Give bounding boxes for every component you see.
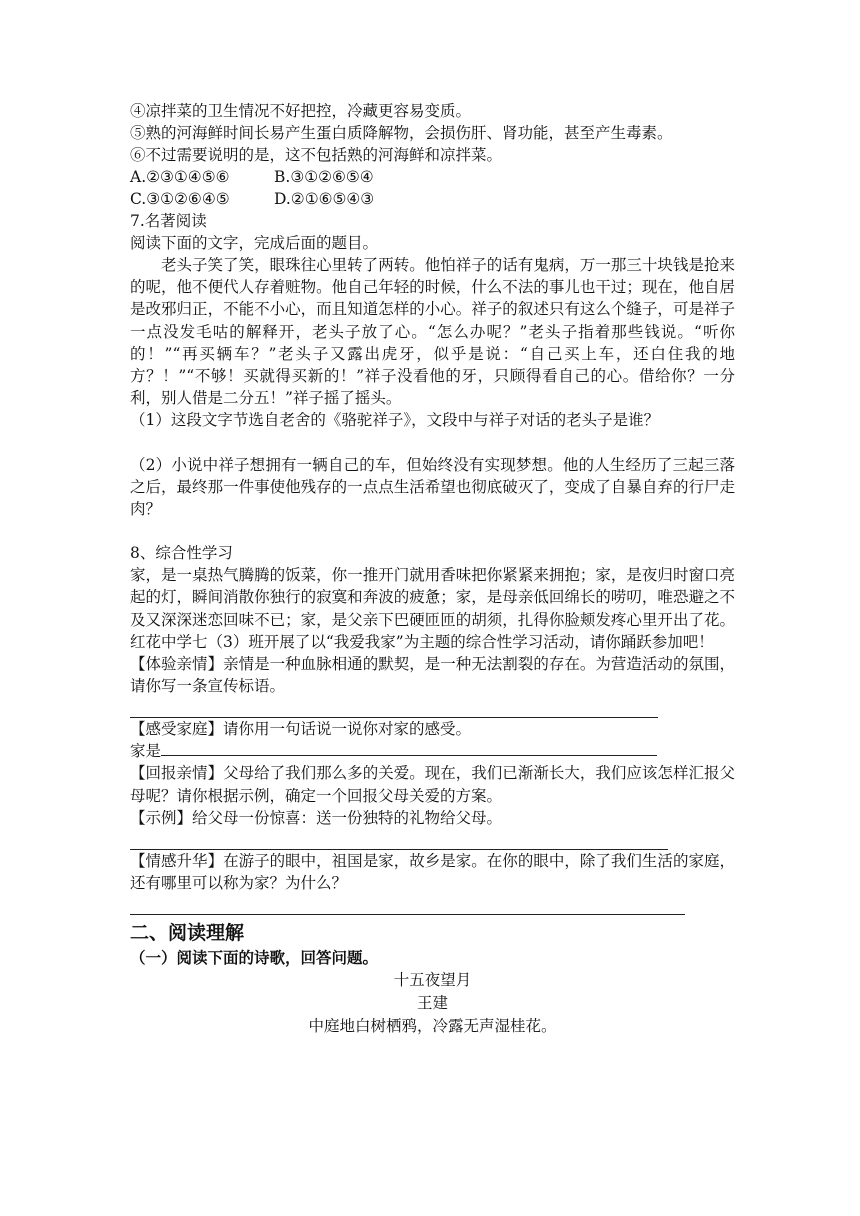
q8-intro: 家，是一桌热气腾腾的饭菜，你一推开门就用香味把你紧紧来拥抱；家，是夜归时窗口亮起的灯，瞬间消散你独行的寂寞和奔波的疲惫；家，是母亲低回绵长的唠叨，唯恐避之不及又深深迷恋回味不已；家，是父亲下巴硬匝匝的胡须，扎得你脸颊发疼心里开出了花。红花中学七（3）班开展了以“我爱我家”为主题的综合性学习活动，请你踊跃参加吧！ — [130, 566, 735, 651]
q7-passage: 老头子笑了笑，眼珠往心里转了两转。他怕祥子的话有鬼病，万一那三十块钱是抢来的呢，他不便代人存着赃物。他自己年轻的时候，什么不法的事儿也干过；现在，他自居是改邪归正，不能不小心，而且知道怎样的小心。祥子的叙述只有这么个缝子，可是祥子一点没发毛咕的解释开，老头子放了心。“怎么办呢？”老头子指着那些钱说。“听你的！”“再买辆车？”老头子又露出虎牙，似乎是说：“自己买上车，还白住我的地方？！”“不够！买就得买新的！”祥子没看他的牙，只顾得看自己的心。借给你？一分利，别人借是二分五！”祥子摇了摇头。 — [130, 256, 735, 408]
q7-question-1: （1）这段文字节选自老舍的《骆驼祥子》，文段中与祥子对话的老头子是谁？ — [130, 411, 660, 430]
poem-line-1: 中庭地白树栖鸦，冷露无声湿桂花。 — [308, 1017, 557, 1036]
answer-space — [130, 829, 735, 849]
q6-options-row-1 — [130, 166, 735, 188]
q8-part-repay: 【回报亲情】父母给了我们那么多的关爱。现在，我们已渐渐长大，我们应该怎样汇报父母呢？请你根据示例，确定一个回报父母关爱的方案。 — [130, 764, 735, 805]
q8-title: 8、综合性学习 — [130, 544, 233, 563]
q6-options-row-2 — [130, 188, 735, 210]
q8-part-feel-answer-row — [130, 740, 735, 762]
home-is-prefix: 家是 — [130, 742, 162, 761]
q8-part-sublimation: 【情感升华】在游子的眼中，祖国是家，故乡是家。在你的眼中，除了我们生活的家庭，还有哪里可以称为家？为什么？ — [130, 851, 735, 893]
q6-sentence-4: ④凉拌菜的卫生情况不好把控，冷藏更容易变质。 — [130, 102, 472, 120]
q8-part-experience: 【体验亲情】亲情是一种血脉相通的默契，是一种无法割裂的存在。为营造活动的氛围，请你写一条宣传标语。 — [130, 655, 735, 696]
q7-title: 7.名著阅读 — [130, 212, 207, 230]
answer-line — [130, 914, 685, 915]
answer-space — [130, 432, 735, 454]
q6-option-c: C.③①②⑥④⑤ — [130, 190, 230, 208]
poem-author: 王建 — [416, 994, 448, 1013]
answer-space — [130, 520, 735, 542]
answer-space — [130, 697, 735, 717]
q7-question-2: （2）小说中祥子想拥有一辆自己的车，但始终没有实现梦想。他的人生经历了三起三落之后，最终那一件事使他残存的一点点生活希望也彻底破灭了，变成了自暴自弃的行尸走肉？ — [130, 455, 735, 519]
answer-blank — [161, 741, 657, 756]
q6-sentence-5: ⑤熟的河海鲜时间长易产生蛋白质降解物，会损伤肝、肾功能，甚至产生毒素。 — [130, 124, 673, 142]
q6-option-d: D.②①⑥⑤④③ — [274, 190, 375, 208]
section-2-subheading: （一）阅读下面的诗歌，回答问题。 — [130, 949, 379, 968]
q6-sentence-6: ⑥不过需要说明的是，这不包括熟的河海鲜和凉拌菜。 — [130, 146, 503, 164]
document-page — [130, 100, 735, 1038]
answer-space — [130, 894, 735, 914]
poem-title: 十五夜望月 — [393, 971, 472, 990]
q6-option-b: B.③①②⑥⑤④ — [274, 168, 374, 186]
q8-example: 【示例】给父母一份惊喜：送一份独特的礼物给父母。 — [130, 808, 503, 827]
q6-option-a: A.②③①④⑤⑥ — [130, 168, 230, 186]
section-2-heading: 二、阅读理解 — [130, 922, 245, 945]
q7-instruction: 阅读下面的文字，完成后面的题目。 — [130, 234, 379, 252]
q8-part-feel: 【感受家庭】请你用一句话说一说你对家的感受。 — [130, 720, 472, 739]
